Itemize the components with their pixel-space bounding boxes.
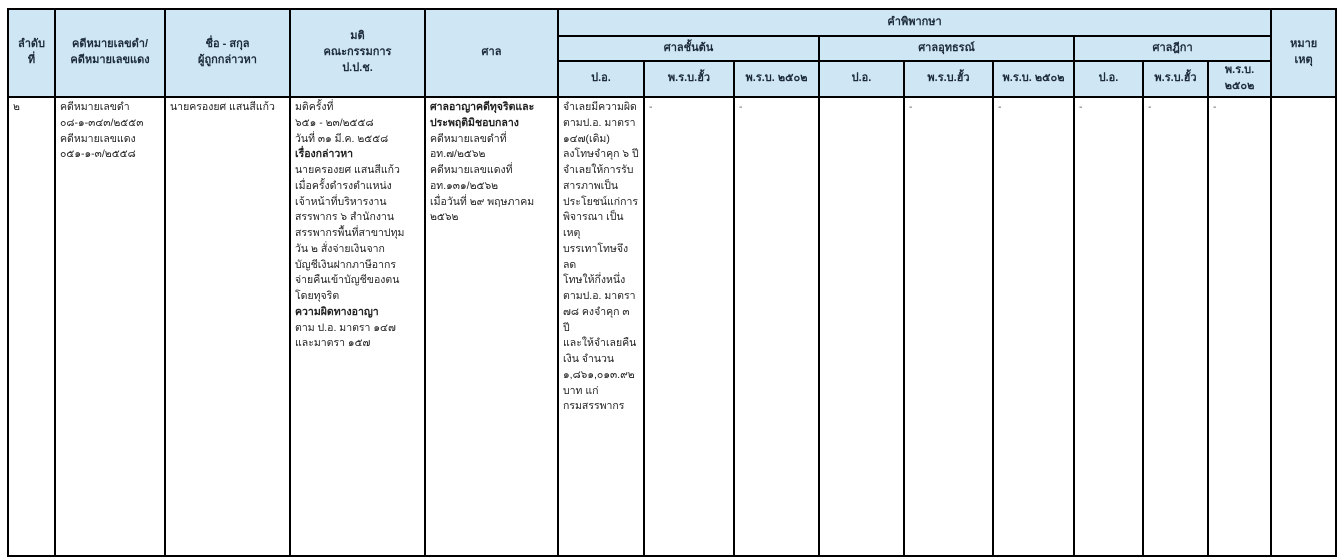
header-supreme-2502: พ.ร.บ. ๒๕๐๒	[1208, 61, 1271, 97]
cell-remarks	[1271, 97, 1336, 556]
header-appeal-2502: พ.ร.บ. ๒๕๐๒	[993, 61, 1074, 97]
header-court-appeal: ศาลอุทธรณ์	[819, 36, 1074, 61]
header-nacc-resolution: มติ คณะกรรมการ ป.ป.ช.	[290, 9, 425, 97]
cell-first-instance-hua: -	[644, 97, 734, 556]
header-seq: ลำดับ ที่	[8, 9, 55, 97]
header-court-first-instance: ศาลชั้นต้น	[558, 36, 819, 61]
header-court-supreme: ศาลฎีกา	[1074, 36, 1271, 61]
cell-appeal-po	[819, 97, 904, 556]
header-accused-name: ชื่อ - สกุล ผู้ถูกกล่าวหา	[165, 9, 290, 97]
cell-accused-name: นายครองยศ แสนสีแก้ว	[165, 97, 290, 556]
cell-seq: ๒	[8, 97, 55, 556]
header-first-instance-2502: พ.ร.บ. ๒๕๐๒	[734, 61, 819, 97]
cell-appeal-hua: -	[904, 97, 993, 556]
cell-first-instance-2502: -	[734, 97, 819, 556]
header-first-instance-hua: พ.ร.บ.ฮั้ว	[644, 61, 734, 97]
cell-nacc-resolution: มติครั้งที่ ๖๕๑ - ๒๓/๒๕๕๘ วันที่ ๓๑ มี.ค. ๒๕๕๘ เรื่องกล่าวหา นายครองยศ แสนสีแก้ว เมื่อครั้งดำรงตำแหน่ง เจ้าหน้าที่บริหารงาน สรรพากร ๖ สำนักงาน สรรพากรพื้นที่สาขาปทุม วัน ๒ สั่งจ่ายเงินจาก บัญชีเงินฝากภาษีอากร จ่ายคืนเข้าบัญชีของตน โดยทุจริต ความผิดทางอาญา ตาม ป.อ. มาตรา ๑๔๗ และมาตรา ๑๕๗	[290, 97, 425, 556]
header-appeal-hua: พ.ร.บ.ฮั้ว	[904, 61, 993, 97]
cell-supreme-po: -	[1074, 97, 1143, 556]
cell-supreme-2502: -	[1208, 97, 1271, 556]
header-appeal-po: ป.อ.	[819, 61, 904, 97]
header-judgment: คำพิพากษา	[558, 9, 1271, 36]
cell-supreme-hua: -	[1143, 97, 1208, 556]
cell-court: ศาลอาญาคดีทุจริตและ ประพฤติมิชอบกลาง คดีหมายเลขดำที่ อท.๗/๒๕๖๒ คดีหมายเลขแดงที่ อท.๑๓๑/๒๕๖๒ เมื่อวันที่ ๒๙ พฤษภาคม ๒๕๖๒	[425, 97, 558, 556]
header-remarks: หมาย เหตุ	[1271, 9, 1336, 97]
cell-appeal-2502: -	[993, 97, 1074, 556]
header-court: ศาล	[425, 9, 558, 97]
cell-first-instance-po: จำเลยมีความผิด ตามป.อ. มาตรา ๑๔๗(เดิม) ลงโทษจำคุก ๖ ปี จำเลยให้การรับ สารภาพเป็น ประโยชน์แก่การ พิจารณา เป็นเหตุ บรรเทาโทษจึงลด โทษให้กึ่งหนึ่ง ตามป.อ. มาตรา ๗๘ คงจำคุก ๓ ปี และให้จำเลยคืน เงิน จำนวน ๑,๘๖๑,๐๑๓.๙๒ บาท แก่ กรมสรรพากร	[558, 97, 644, 556]
header-supreme-hua: พ.ร.บ.ฮั้ว	[1143, 61, 1208, 97]
header-supreme-po: ป.อ.	[1074, 61, 1143, 97]
header-case-numbers: คดีหมายเลขดำ/ คดีหมายเลขแดง	[55, 9, 165, 97]
case-judgment-table	[7, 8, 1337, 557]
cell-case-numbers: คดีหมายเลขดำ ๐๘-๑-๓๔๓/๒๕๕๓ คดีหมายเลขแดง ๐๕๑-๑-๓/๒๕๕๘	[55, 97, 165, 556]
table-row	[8, 97, 1336, 556]
header-first-instance-po: ป.อ.	[558, 61, 644, 97]
